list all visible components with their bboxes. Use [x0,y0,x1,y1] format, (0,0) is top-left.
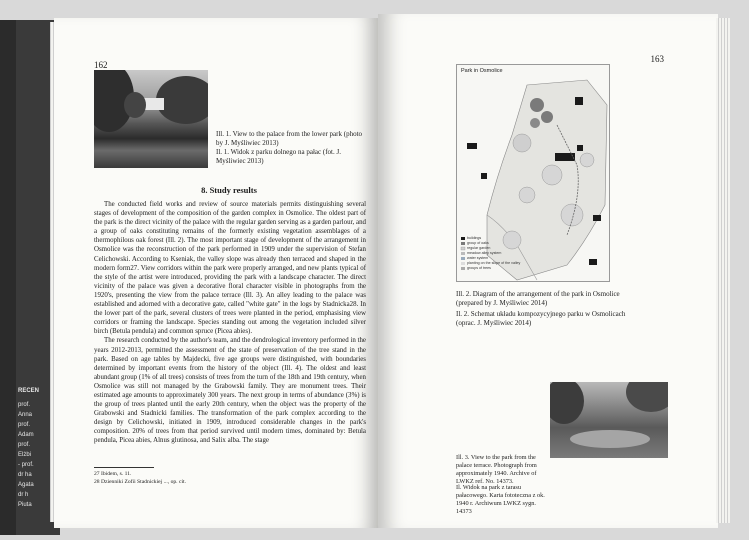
paragraph: The research conducted by the author's team, and the dendrological inventory performed in the years 2012-2013, permitted the assessment of the state of preservation of the tree stand in the park. Based on age tables by Majdecki, five age groups were distinguished, with boundaries determined by important events from the history of the object (Ill. 4). The oldest and least abundant group (1% of all trees) consists of trees from the turn of the 18th and 19th century, when Osmolice was still not managed by the Grabowski family. They are monument trees. Their estimated age amounts to approximately 300 years. The next group in terms of abundance (3%) is the group of trees planted until the early 20th century, when the object was the property of the Grabowski and Stadnicki families. The transformation of the park complex according to the design by Celichowski, initiated in 1909, introduced considerable changes in the park's composition. 20% of trees from that period survived until modern times, dominated by: Betula pendula, Picea abies, Alnus glutinosa, and Salix alba. The stage [94,337,366,445]
plan-legend-item: group of oaks [467,241,489,245]
plan-legend-item: meadow alley system [467,251,502,255]
paragraph: The conducted field works and review of source materials permits distinguishing several stages of development of the composition of the garden complex in Osmolice. The oldest part of the park is the direct vicinity of the palace with the regular garden serving as a garden parlour, and a group of oaks constituting remains of the formerly existing vegetation assemblages of a thermophilous oak forest (Ill. 2). The most important stage of development of the arrangement in Osmolice was the reconstruction of the park performed in 1909 under the supervision of Stefan Celichowski. According to Kseniak, the valley slope was already then terraced and shaped in the modern form27. View corridors within the park were properly arranged, and new plants typical of the style of the artist were introduced, providing the park with a landscape character. The direct vicinity of the palace was given a decorative floral character visible in photographs from the 1920's, presenting the view from the palace terrace (Ill. 3). An alley leading to the palace was established and adorned with a decorative gate, called "white gate" in the logs by Stadnicka28. In the lower part of the park, several clusters of trees were planted in the period, emphasising view corridors or framing the landscape. Species standing out among the vegetation included silver birch (Betula pendula) and common spruce (Picea abies). [94,201,366,336]
left-page [54,18,380,528]
figure3-caption-en: Ill. 3. View to the park from the palace terrace. Photograph from approximately 1940. Archive of LWKZ ref. No. 14373. [456,454,537,485]
plan-legend-item: regular garden [467,246,491,250]
page-number-right: 163 [650,54,664,64]
photo-terrace-bed [570,430,650,448]
footnote-rule [94,467,154,468]
terrace-archive-photo [550,382,668,458]
plan-legend-item: buildings [467,236,482,240]
spine-line: prof. [18,442,31,448]
figure1-caption-pl: Il. 1. Widok z parku dolnego na pałac (fot. J. Myśliwiec 2013) [216,148,341,165]
spine-line: Agata [18,482,34,488]
palace-photo [94,70,208,168]
spine-line: Anna [18,412,33,418]
photo-tree [550,382,584,424]
park-plan-diagram [456,64,610,282]
plan-legend-item: water system [467,256,489,260]
spine-line: - prof. [18,462,34,468]
spine-line: Elżbi [18,452,32,458]
plan-legend-item: planting on the slope of the valley [467,261,521,265]
plan-legend-item: groups of trees [467,266,491,270]
right-page [378,14,718,528]
page-number-left: 162 [94,60,108,70]
photo-tree [124,92,146,118]
figure2-caption-pl: Il. 2. Schemat układu kompozycyjnego parku w Osmolicach (oprac. J. Myśliwiec 2014) [456,310,626,327]
footnote: 27 Ibidem, s. 11. [94,471,132,477]
footnote: 28 Dzienniki Zofii Stadnickiej ..., op. cit. [94,479,186,485]
spine-line: Piuta [18,502,32,508]
spine-line: prof. [18,402,31,408]
figure3-caption-pl: Il. Widok na park z tarasu pałacowego. Karta fototeczna z ok. 1940 r. Archiwum LWKZ sygn. 14373 [456,484,545,515]
spine-line: dr h [18,492,29,498]
spine-line: prof. [18,422,31,428]
footnotes [94,470,364,486]
spine-heading: RECEN [18,388,40,394]
body-text [94,200,366,446]
right-page-edges [716,18,730,523]
section-title: 8. Study results [201,185,257,195]
figure2-caption-en: Ill. 2. Diagram of the arrangement of the park in Osmolice (prepared by J. Myśliwiec 2014) [456,290,620,307]
spine-line: Adam [18,432,34,438]
figure1-caption-en: Ill. 1. View to the palace from the lower park (photo by J. Myśliwiec 2013) [216,130,363,147]
plan-title: Park in Osmolice [461,68,503,74]
plan-legend [467,236,520,271]
spine-line: dr ha [18,472,32,478]
photo-tree [626,382,668,412]
